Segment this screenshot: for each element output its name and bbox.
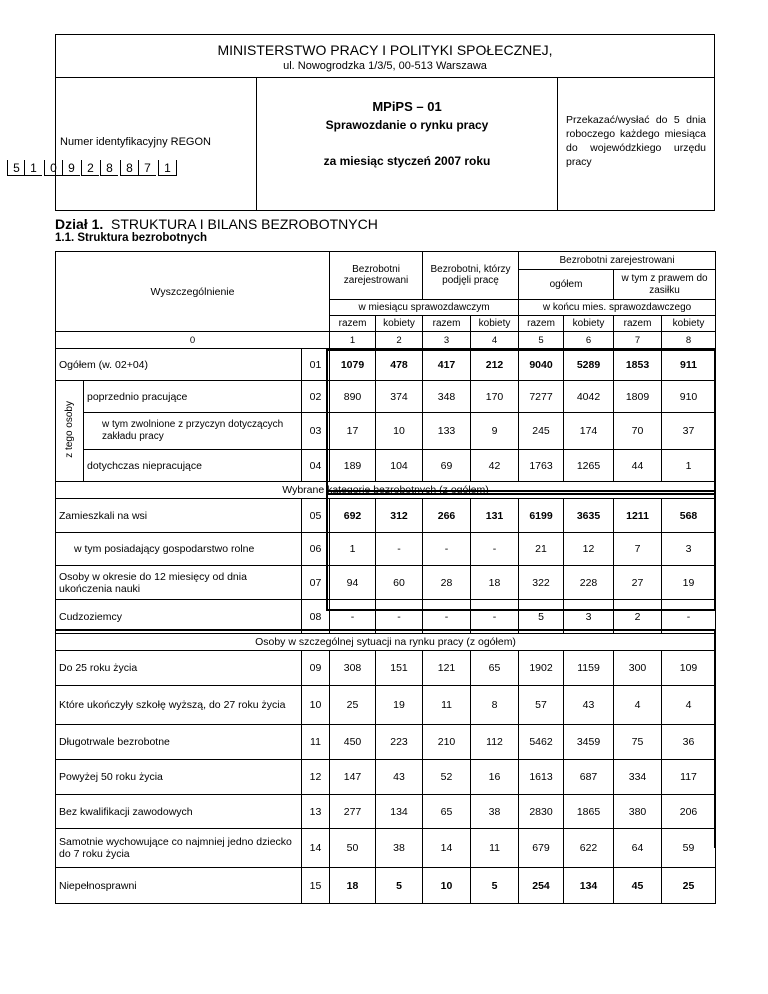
data-cell: 64 bbox=[614, 829, 662, 868]
data-cell: 11 bbox=[471, 829, 519, 868]
data-cell: 1 bbox=[662, 450, 716, 482]
row-label: Powyżej 50 roku życia bbox=[56, 760, 302, 795]
data-cell: 245 bbox=[519, 413, 564, 450]
data-cell: - bbox=[376, 600, 423, 634]
data-cell: 374 bbox=[376, 381, 423, 413]
data-cell: 12 bbox=[564, 533, 614, 566]
data-cell: 147 bbox=[330, 760, 376, 795]
data-cell: 134 bbox=[564, 868, 614, 904]
data-cell: 7 bbox=[614, 533, 662, 566]
header-period-end: w końcu mies. sprawozdawczego bbox=[519, 300, 716, 316]
data-cell: 1 bbox=[330, 533, 376, 566]
row-number: 11 bbox=[302, 725, 330, 760]
special-situation-separator: Osoby w szczególnej sytuacji na rynku pracy (z ogółem) bbox=[56, 634, 716, 651]
regon-number bbox=[4, 160, 200, 178]
data-cell: - bbox=[662, 600, 716, 634]
data-cell: 131 bbox=[471, 499, 519, 533]
row-number: 12 bbox=[302, 760, 330, 795]
row-number: 13 bbox=[302, 795, 330, 829]
colnum-4: 4 bbox=[471, 332, 519, 349]
data-cell: 277 bbox=[330, 795, 376, 829]
header-razem: razem bbox=[614, 316, 662, 332]
data-cell: 568 bbox=[662, 499, 716, 533]
data-cell: 43 bbox=[376, 760, 423, 795]
row-number: 09 bbox=[302, 651, 330, 686]
data-cell: 3635 bbox=[564, 499, 614, 533]
colnum-0: 0 bbox=[56, 332, 330, 349]
data-cell: 1809 bbox=[614, 381, 662, 413]
data-cell: 170 bbox=[471, 381, 519, 413]
data-cell: 36 bbox=[662, 725, 716, 760]
header-period-month: w miesiącu sprawozdawczym bbox=[330, 300, 519, 316]
colnum-5: 5 bbox=[519, 332, 564, 349]
data-cell: 60 bbox=[376, 566, 423, 600]
regon-digit: 0 bbox=[44, 160, 62, 176]
data-cell: 52 bbox=[423, 760, 471, 795]
data-cell: 1211 bbox=[614, 499, 662, 533]
data-cell: 5 bbox=[376, 868, 423, 904]
data-cell: 94 bbox=[330, 566, 376, 600]
header-zarejestrowani: Bezrobotni zarejestrowani bbox=[330, 252, 423, 300]
row-label: w tym posiadający gospodarstwo rolne bbox=[56, 533, 302, 566]
data-cell: 65 bbox=[423, 795, 471, 829]
header-razem: razem bbox=[519, 316, 564, 332]
submission-instructions: Przekazać/wysłać do 5 dnia roboczego każdego miesiąca do wojewódzkiego urzędu pracy bbox=[566, 114, 706, 168]
data-cell: 206 bbox=[662, 795, 716, 829]
data-cell: 57 bbox=[519, 686, 564, 725]
colnum-1: 1 bbox=[330, 332, 376, 349]
unemployment-structure-table bbox=[55, 251, 716, 904]
data-cell: 133 bbox=[423, 413, 471, 450]
section-name: STRUKTURA I BILANS BEZROBOTNYCH bbox=[111, 216, 378, 232]
regon-digit: 8 bbox=[100, 160, 118, 176]
row-label: Osoby w okresie do 12 miesięcy od dnia ukończenia nauki bbox=[56, 566, 302, 600]
form-title: Sprawozdanie o rynku pracy bbox=[325, 118, 489, 132]
data-cell: 254 bbox=[519, 868, 564, 904]
data-cell: - bbox=[423, 533, 471, 566]
data-cell: 50 bbox=[330, 829, 376, 868]
regon-digit: 2 bbox=[81, 160, 99, 176]
row-label: Bez kwalifikacji zawodowych bbox=[56, 795, 302, 829]
data-cell: 380 bbox=[614, 795, 662, 829]
colnum-2: 2 bbox=[376, 332, 423, 349]
data-cell: 75 bbox=[614, 725, 662, 760]
form-title-block bbox=[256, 77, 558, 210]
header-ogolem: ogółem bbox=[519, 270, 614, 300]
section-number: Dział 1. bbox=[55, 216, 104, 232]
data-cell: 3 bbox=[662, 533, 716, 566]
regon-digit: 1 bbox=[158, 160, 176, 176]
data-cell: 322 bbox=[519, 566, 564, 600]
row-number: 15 bbox=[302, 868, 330, 904]
row-number: 07 bbox=[302, 566, 330, 600]
data-cell: 2830 bbox=[519, 795, 564, 829]
data-cell: 112 bbox=[471, 725, 519, 760]
data-cell: 212 bbox=[471, 349, 519, 381]
subsection-title: 1.1. Struktura bezrobotnych bbox=[55, 232, 208, 244]
data-cell: 174 bbox=[564, 413, 614, 450]
data-cell: 687 bbox=[564, 760, 614, 795]
data-cell: - bbox=[423, 600, 471, 634]
row-number: 01 bbox=[302, 349, 330, 381]
row-label: w tym zwolnione z przyczyn dotyczących zakładu pracy bbox=[84, 413, 302, 450]
data-cell: 9040 bbox=[519, 349, 564, 381]
regon-end-line bbox=[176, 160, 177, 176]
data-cell: 19 bbox=[662, 566, 716, 600]
data-cell: 5462 bbox=[519, 725, 564, 760]
data-cell: 37 bbox=[662, 413, 716, 450]
header-razem: razem bbox=[330, 316, 376, 332]
regon-digit: 8 bbox=[120, 160, 138, 176]
data-cell: - bbox=[376, 533, 423, 566]
data-cell: 42 bbox=[471, 450, 519, 482]
data-cell: 300 bbox=[614, 651, 662, 686]
row-label: Samotnie wychowujące co najmniej jedno dziecko do 7 roku życia bbox=[56, 829, 302, 868]
data-cell: 1159 bbox=[564, 651, 614, 686]
data-cell: 4042 bbox=[564, 381, 614, 413]
header-kobiety: kobiety bbox=[662, 316, 716, 332]
data-cell: 117 bbox=[662, 760, 716, 795]
row-label: Ogółem (w. 02+04) bbox=[56, 349, 302, 381]
data-cell: 6199 bbox=[519, 499, 564, 533]
form-period: za miesiąc styczeń 2007 roku bbox=[323, 154, 491, 168]
data-cell: 348 bbox=[423, 381, 471, 413]
data-cell: 478 bbox=[376, 349, 423, 381]
header-kobiety: kobiety bbox=[471, 316, 519, 332]
data-cell: 121 bbox=[423, 651, 471, 686]
data-cell: 69 bbox=[423, 450, 471, 482]
data-cell: 11 bbox=[423, 686, 471, 725]
data-cell: 151 bbox=[376, 651, 423, 686]
data-cell: 4 bbox=[614, 686, 662, 725]
data-cell: - bbox=[330, 600, 376, 634]
data-cell: 450 bbox=[330, 725, 376, 760]
data-cell: 44 bbox=[614, 450, 662, 482]
data-cell: 19 bbox=[376, 686, 423, 725]
data-cell: 1865 bbox=[564, 795, 614, 829]
ministry-address: ul. Nowogrodzka 1/3/5, 00-513 Warszawa bbox=[283, 60, 487, 72]
data-cell: 223 bbox=[376, 725, 423, 760]
data-cell: 210 bbox=[423, 725, 471, 760]
data-cell: 25 bbox=[330, 686, 376, 725]
data-cell: 17 bbox=[330, 413, 376, 450]
data-cell: 14 bbox=[423, 829, 471, 868]
data-cell: 18 bbox=[330, 868, 376, 904]
regon-digit: 7 bbox=[138, 160, 156, 176]
data-cell: 1265 bbox=[564, 450, 614, 482]
z-tego-osoby-text: z tego osoby bbox=[64, 401, 75, 458]
regon-digit: 9 bbox=[62, 160, 80, 176]
data-cell: 890 bbox=[330, 381, 376, 413]
data-cell: 38 bbox=[376, 829, 423, 868]
data-cell: 1853 bbox=[614, 349, 662, 381]
header-podjeli-prace: Bezrobotni, którzy podjęli pracę bbox=[423, 252, 519, 300]
data-cell: 7277 bbox=[519, 381, 564, 413]
data-cell: 5 bbox=[519, 600, 564, 634]
row-number: 08 bbox=[302, 600, 330, 634]
colnum-6: 6 bbox=[564, 332, 614, 349]
row-number: 14 bbox=[302, 829, 330, 868]
form-header bbox=[55, 34, 715, 211]
data-cell: 3 bbox=[564, 600, 614, 634]
data-cell: 1763 bbox=[519, 450, 564, 482]
data-cell: 59 bbox=[662, 829, 716, 868]
data-cell: 3459 bbox=[564, 725, 614, 760]
row-number: 03 bbox=[302, 413, 330, 450]
data-cell: 43 bbox=[564, 686, 614, 725]
data-cell: 109 bbox=[662, 651, 716, 686]
data-cell: 8 bbox=[471, 686, 519, 725]
data-cell: 308 bbox=[330, 651, 376, 686]
row-label: Niepełnosprawni bbox=[56, 868, 302, 904]
data-cell: 9 bbox=[471, 413, 519, 450]
data-cell: 228 bbox=[564, 566, 614, 600]
colnum-8: 8 bbox=[662, 332, 716, 349]
regon-label: Numer identyfikacyjny REGON bbox=[60, 136, 211, 148]
row-number: 04 bbox=[302, 450, 330, 482]
data-cell: 622 bbox=[564, 829, 614, 868]
colnum-7: 7 bbox=[614, 332, 662, 349]
data-cell: 104 bbox=[376, 450, 423, 482]
data-cell: 10 bbox=[376, 413, 423, 450]
header-zarejestrowani-end: Bezrobotni zarejestrowani bbox=[519, 252, 716, 270]
data-cell: 134 bbox=[376, 795, 423, 829]
category-separator: Wybrane kategorie bezrobotnych (z ogółem) bbox=[56, 482, 716, 499]
ministry-block bbox=[56, 35, 714, 78]
data-cell: 679 bbox=[519, 829, 564, 868]
data-cell: 266 bbox=[423, 499, 471, 533]
regon-digit: 1 bbox=[24, 160, 42, 176]
row-label: poprzednio pracujące bbox=[84, 381, 302, 413]
data-cell: 334 bbox=[614, 760, 662, 795]
row-label: Które ukończyły szkołę wyższą, do 27 roku życia bbox=[56, 686, 302, 725]
data-cell: 10 bbox=[423, 868, 471, 904]
ministry-name: MINISTERSTWO PRACY I POLITYKI SPOŁECZNEJ, bbox=[217, 42, 553, 58]
row-label: Do 25 roku życia bbox=[56, 651, 302, 686]
row-number: 05 bbox=[302, 499, 330, 533]
header-kobiety: kobiety bbox=[376, 316, 423, 332]
data-cell: 1902 bbox=[519, 651, 564, 686]
data-cell: 65 bbox=[471, 651, 519, 686]
row-number: 02 bbox=[302, 381, 330, 413]
header-wyszczegolnienie: Wyszczególnienie bbox=[56, 252, 330, 332]
regon-digit: 5 bbox=[7, 160, 25, 176]
row-label: Zamieszkali na wsi bbox=[56, 499, 302, 533]
data-cell: 5289 bbox=[564, 349, 614, 381]
data-cell: 692 bbox=[330, 499, 376, 533]
header-kobiety: kobiety bbox=[564, 316, 614, 332]
row-label: Cudzoziemcy bbox=[56, 600, 302, 634]
data-cell: 417 bbox=[423, 349, 471, 381]
data-cell: 70 bbox=[614, 413, 662, 450]
data-cell: 25 bbox=[662, 868, 716, 904]
data-cell: 4 bbox=[662, 686, 716, 725]
data-cell: 21 bbox=[519, 533, 564, 566]
row-label: Długotrwale bezrobotne bbox=[56, 725, 302, 760]
form-code: MPiPS – 01 bbox=[372, 99, 442, 114]
data-cell: 38 bbox=[471, 795, 519, 829]
section-title bbox=[55, 216, 378, 232]
data-cell: 312 bbox=[376, 499, 423, 533]
row-label: dotychczas niepracujące bbox=[84, 450, 302, 482]
data-cell: 189 bbox=[330, 450, 376, 482]
data-cell: 1079 bbox=[330, 349, 376, 381]
data-cell: 2 bbox=[614, 600, 662, 634]
header-z-prawem-do-zasilku: w tym z prawem do zasiłku bbox=[614, 270, 716, 300]
data-cell: 16 bbox=[471, 760, 519, 795]
data-cell: - bbox=[471, 533, 519, 566]
row-number: 06 bbox=[302, 533, 330, 566]
data-cell: 1613 bbox=[519, 760, 564, 795]
data-cell: 18 bbox=[471, 566, 519, 600]
colnum-3: 3 bbox=[423, 332, 471, 349]
data-cell: 27 bbox=[614, 566, 662, 600]
data-cell: 911 bbox=[662, 349, 716, 381]
data-cell: 5 bbox=[471, 868, 519, 904]
data-cell: 28 bbox=[423, 566, 471, 600]
data-cell: - bbox=[471, 600, 519, 634]
data-cell: 910 bbox=[662, 381, 716, 413]
header-razem: razem bbox=[423, 316, 471, 332]
z-tego-osoby-label bbox=[56, 381, 84, 482]
data-cell: 45 bbox=[614, 868, 662, 904]
row-number: 10 bbox=[302, 686, 330, 725]
